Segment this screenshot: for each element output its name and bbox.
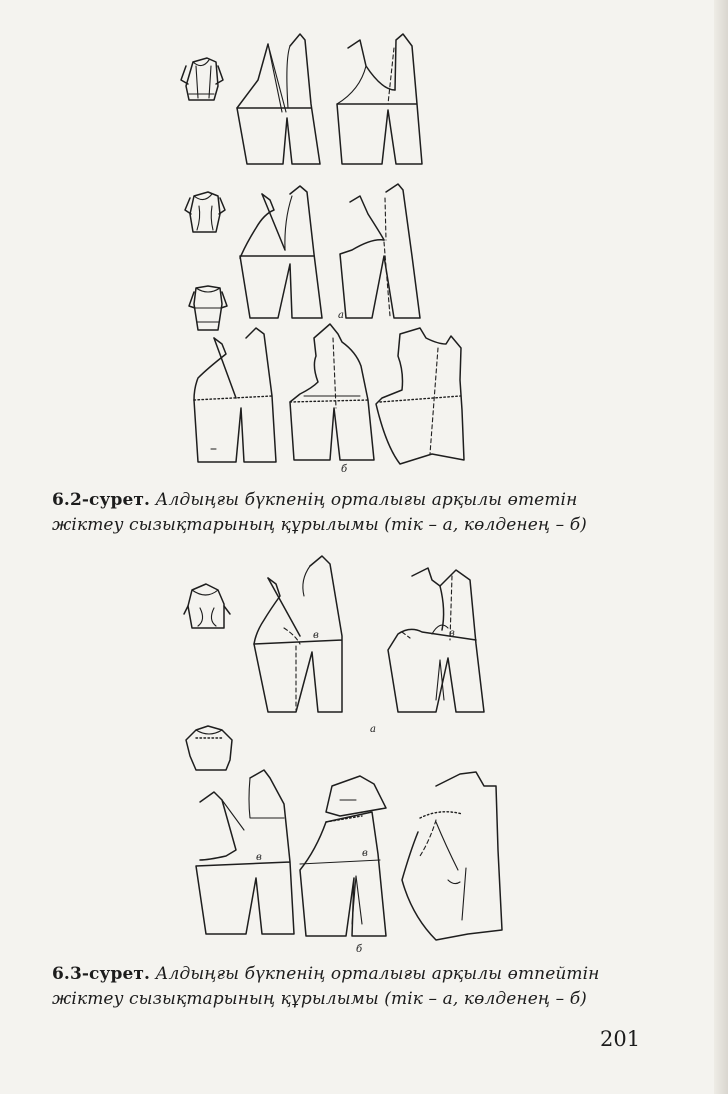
figure-6-3-point-label-1: в	[313, 630, 319, 641]
pattern-3c	[376, 328, 464, 464]
figure-6-2-caption	[52, 488, 587, 538]
figure-6-2-sublabel-b: б	[341, 464, 348, 475]
pattern-2a	[240, 186, 322, 318]
figure-6-3-point-label-3: в	[256, 852, 262, 863]
figure-6-3-caption	[52, 962, 599, 1012]
figure-6-2-caption-text1: Алдыңғы бүкпенің орталығы арқылы өтетін	[155, 490, 578, 510]
figure-6-2-drawings	[0, 0, 728, 480]
garment-sketch-4	[184, 584, 230, 628]
pattern-5b	[300, 776, 386, 936]
pattern-1b	[337, 34, 422, 164]
garment-sketch-2	[185, 192, 225, 232]
figure-6-3-drawings	[0, 560, 728, 960]
figure-6-3-sublabel-b: б	[356, 944, 363, 955]
pattern-3b	[290, 324, 374, 460]
figure-6-3-caption-line1	[52, 962, 599, 987]
pattern-3a	[194, 328, 276, 462]
garment-sketch-1	[181, 58, 223, 100]
figure-6-2-sublabel-a: а	[338, 310, 344, 321]
figure-6-2-caption-line1	[52, 488, 587, 513]
figure-6-2-caption-line2: жіктеу сызықтарының құрылымы (тік – а, көлденең – б)	[52, 515, 587, 535]
pattern-5c	[402, 772, 502, 940]
garment-sketch-3	[189, 286, 227, 330]
pattern-4b	[388, 568, 484, 712]
pattern-2b	[340, 184, 420, 318]
page-number: 201	[600, 1027, 641, 1051]
figure-6-3-point-label-4: в	[362, 848, 368, 859]
figure-6-3-caption-line2: жіктеу сызықтарының құрылымы (тік – а, көлденең – б)	[52, 989, 587, 1009]
garment-sketch-5	[186, 726, 232, 770]
pattern-1a	[237, 34, 320, 164]
pattern-4a	[254, 556, 342, 712]
figure-6-3-caption-text1: Алдыңғы бүкпенің орталығы арқылы өтпейтін	[155, 964, 600, 984]
figure-6-3-caption-number: 6.3-сурет.	[52, 964, 151, 984]
figure-6-3-point-label-2: в	[449, 628, 455, 639]
figure-6-2-caption-number: 6.2-сурет.	[52, 490, 151, 510]
figure-6-3-sublabel-a: а	[370, 724, 376, 735]
pattern-5a	[196, 770, 294, 934]
